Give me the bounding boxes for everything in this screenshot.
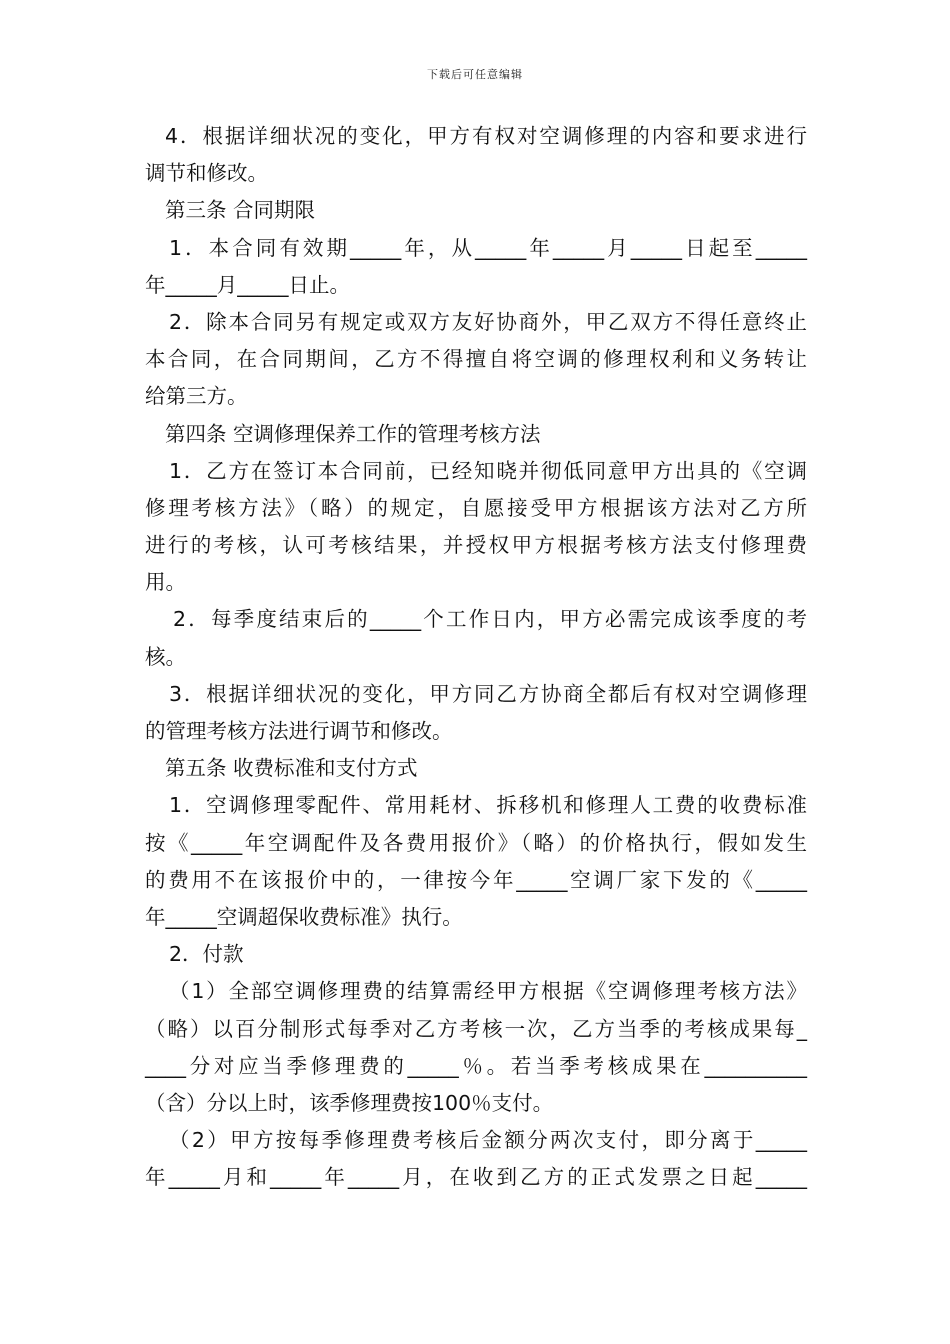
paragraph-line: 年_____月和_____年_____月，在收到乙方的正式发票之日起_____ <box>145 1165 807 1190</box>
paragraph-line: 按《_____年空调配件及各费用报价》（略）的价格执行，假如发生 <box>145 830 807 855</box>
paragraph-line: 修理考核方法》（略）的规定，自愿接受甲方根据该方法对乙方所 <box>145 495 807 520</box>
section-heading: 第四条 空调修理保养工作的管理考核方法 <box>165 421 541 446</box>
paragraph-line: （略）以百分制形式每季对乙方考核一次，乙方当季的考核成果每_ <box>145 1016 807 1041</box>
paragraph-line: 年_____空调超保收费标准》执行。 <box>145 904 463 929</box>
section-heading: 第三条 合同期限 <box>165 198 316 223</box>
paragraph-line: 2．除本合同另有规定或双方友好协商外，甲乙双方不得任意终止 <box>169 309 807 334</box>
document-body <box>145 118 807 1196</box>
paragraph-line: 进行的考核，认可考核结果，并授权甲方根据考核方法支付修理费 <box>145 533 807 558</box>
page-header: 下载后可任意编辑 <box>427 68 523 81</box>
paragraph-line: 本合同，在合同期间，乙方不得擅自将空调的修理权利和义务转让 <box>145 347 807 372</box>
paragraph-line: 1．空调修理零配件、常用耗材、拆移机和修理人工费的收费标准 <box>169 793 807 818</box>
paragraph-line: 调节和修改。 <box>145 161 268 186</box>
paragraph-line: 的管理考核方法进行调节和修改。 <box>145 719 453 743</box>
paragraph-line: 1．乙方在签订本合同前，已经知晓并彻低同意甲方出具的《空调 <box>169 458 807 483</box>
paragraph-line: 1．本合同有效期_____年，从_____年_____月_____日起至_____ <box>169 235 807 260</box>
paragraph-line: 给第三方。 <box>145 384 248 409</box>
section-heading: 第五条 收费标准和支付方式 <box>165 756 418 781</box>
paragraph-line: 用。 <box>145 570 186 595</box>
paragraph-line: 年_____月_____日止。 <box>145 272 350 297</box>
paragraph-line: 核。 <box>145 644 186 669</box>
paragraph-line: 2．每季度结束后的_____个工作日内，甲方必需完成该季度的考 <box>173 607 807 632</box>
paragraph-line: （含）分以上时，该季修理费按100％支付。 <box>145 1090 554 1115</box>
paragraph-line: 的费用不在该报价中的，一律按今年_____空调厂家下发的《_____ <box>145 867 807 892</box>
paragraph-line: ____分对应当季修理费的_____％。若当季考核成果在__________ <box>145 1053 807 1078</box>
paragraph-line: （2）甲方按每季修理费考核后金额分两次支付，即分离于_____ <box>169 1128 807 1153</box>
paragraph-line: 2．付款 <box>169 942 244 967</box>
paragraph-line: （1）全部空调修理费的结算需经甲方根据《空调修理考核方法》 <box>169 979 807 1004</box>
paragraph-line: 3．根据详细状况的变化，甲方同乙方协商全都后有权对空调修理 <box>169 681 807 706</box>
paragraph-line: 4．根据详细状况的变化，甲方有权对空调修理的内容和要求进行 <box>165 124 807 148</box>
